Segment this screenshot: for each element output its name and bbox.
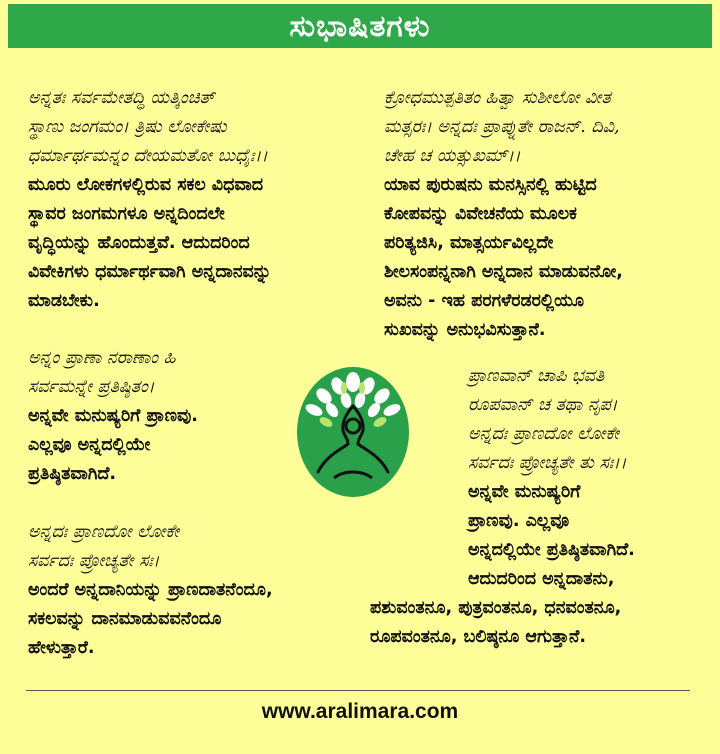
kannada-meaning	[28, 171, 271, 316]
kannada-meaning	[28, 576, 273, 663]
meaning-line: ಪ್ರಾಣವು. ಎಲ್ಲವೂ	[468, 511, 570, 531]
verse-line: ಸ್ಥಾಣು ಜಂಗಮಂ। ತ್ರಿಷು ಲೋಕೇಷು	[28, 117, 227, 137]
verse-line: ಅನ್ನದಃ ಪ್ರಾಣದೋ ಲೋಕೇ	[468, 424, 620, 444]
title-banner	[8, 4, 712, 48]
verse-line: ಮತ್ಸರಃ। ಅನ್ನದಃ ಪ್ರಾಪ್ನುತೇ ರಾಜನ್. ದಿವಿ,	[384, 117, 620, 137]
subhashita-block-1	[28, 84, 271, 316]
verse-line: ಸರ್ವದಃ ಪ್ರೋಚ್ಯತೇ ತು ಸಃ।।	[468, 453, 627, 473]
meaning-line: ಮೂರು ಲೋಕಗಳಲ್ಲಿರುವ ಸಕಲ ವಿಧವಾದ	[28, 175, 264, 195]
verse-line: ಚೇಹ ಚ ಯತ್ಸುಖಮ್।।	[384, 146, 521, 166]
meaning-line: ಸಕಲವನ್ನು ದಾನಮಾಡುವವನೆಂದೂ	[28, 609, 222, 629]
verse-line: ರೂಪವಾನ್ ಚ ತಥಾ ನೃಪ।	[468, 395, 618, 415]
meaning-line: ಶೀಲಸಂಪನ್ನನಾಗಿ ಅನ್ನದಾನ ಮಾಡುವನೋ,	[384, 262, 623, 282]
tree-logo-icon	[296, 366, 410, 498]
kannada-meaning	[468, 478, 635, 594]
meaning-line: ಆದುದರಿಂದ ಅನ್ನದಾತನು,	[468, 569, 615, 589]
meaning-line: ಸುಖವನ್ನು ಅನುಭವಿಸುತ್ತಾನೆ.	[384, 320, 546, 340]
meaning-line: ರೂಪವಂತನೂ, ಬಲಿಷ್ಠನೂ ಆಗುತ್ತಾನೆ.	[370, 627, 587, 647]
verse-line: ಪ್ರಾಣವಾನ್ ಚಾಪಿ ಭವತಿ	[468, 366, 605, 386]
subhashita-block-4	[384, 84, 623, 345]
sanskrit-verse	[28, 518, 273, 576]
page-title: ಸುಭಾಷಿತಗಳು	[289, 8, 431, 44]
meaning-line: ಪರಿತ್ಯಜಿಸಿ, ಮಾತ್ಸರ್ಯವಿಲ್ಲದೇ	[384, 233, 554, 253]
meaning-line: ಸ್ಥಾವರ ಜಂಗಮಗಳೂ ಅನ್ನದಿಂದಲೇ	[28, 204, 225, 224]
meaning-line: ಅನ್ನದಲ್ಲಿಯೇ ಪ್ರತಿಷ್ಠಿತವಾಗಿದೆ.	[468, 540, 635, 560]
kannada-meaning	[384, 171, 623, 345]
meaning-line: ಯಾವ ಪುರುಷನು ಮನಸ್ಸಿನಲ್ಲಿ ಹುಟ್ಟಿದ	[384, 175, 597, 195]
sanskrit-verse	[384, 84, 623, 171]
sanskrit-verse	[468, 362, 635, 478]
meaning-line: ವಿವೇಕಿಗಳು ಧರ್ಮಾರ್ಥವಾಗಿ ಅನ್ನದಾನವನ್ನು	[28, 262, 272, 282]
subhashita-block-2	[28, 344, 198, 489]
verse-line: ಅನ್ನಂ ಪ್ರಾಣಾ ನರಾಣಾಂ ಹಿ	[28, 348, 176, 368]
verse-line: ಅನ್ನತಃ ಸರ್ವಮೇತದ್ಧಿ ಯತ್ಕಿಂಚಿತ್	[28, 88, 215, 108]
verse-line: ಸರ್ವಮನ್ನೇ ಪ್ರತಿಷ್ಠಿತಂ।	[28, 377, 155, 397]
verse-line: ಸರ್ವದಃ ಪ್ರೋಚ್ಯತೇ ಸಃ।	[28, 551, 160, 571]
subhashita-block-5	[468, 362, 635, 594]
meaning-line: ಕೋಪವನ್ನು ವಿವೇಚನೆಯ ಮೂಲಕ	[384, 204, 577, 224]
meaning-line: ಎಲ್ಲವೂ ಅನ್ನದಲ್ಲಿಯೇ	[28, 435, 151, 455]
verse-line: ಕ್ರೋಧಮುತ್ಪತಿತಂ ಹಿತ್ವಾ ಸುಶೀಲೋ ವೀತ	[384, 88, 611, 108]
meaning-line: ಮಾಡಬೇಕು.	[28, 291, 100, 311]
sanskrit-verse	[28, 344, 198, 402]
footer-divider	[26, 690, 690, 691]
meaning-line: ವೃದ್ಧಿಯನ್ನು ಹೊಂದುತ್ತವೆ. ಆದುದರಿಂದ	[28, 233, 250, 253]
sanskrit-verse	[28, 84, 271, 171]
meaning-line: ಅವನು - ಇಹ ಪರಗಳೆರಡರಲ್ಲಿಯೂ	[384, 291, 585, 311]
kannada-meaning	[28, 402, 198, 489]
website-link[interactable]: www.aralimara.com	[261, 700, 459, 723]
subhashita-block-3	[28, 518, 273, 663]
meaning-line: ಪಶುವಂತನೂ, ಪುತ್ರವಂತನೂ, ಧನವಂತನೂ,	[370, 598, 622, 618]
verse-line: ಧರ್ಮಾರ್ಥಮನ್ನಂ ದೇಯಮತೋ ಬುಧೈಃ।।	[28, 146, 268, 166]
subhashita-block-5-continued	[370, 594, 621, 652]
meaning-line: ಅನ್ನವೇ ಮನುಷ್ಯರಿಗೆ	[468, 482, 581, 502]
verse-line: ಅನ್ನದಃ ಪ್ರಾಣದೋ ಲೋಕೇ	[28, 522, 180, 542]
meaning-line: ಅಂದರೆ ಅನ್ನದಾನಿಯನ್ನು ಪ್ರಾಣದಾತನೆಂದೂ,	[28, 580, 273, 600]
meaning-line: ಪ್ರತಿಷ್ಠಿತವಾಗಿದೆ.	[28, 464, 117, 484]
meaning-line: ಅನ್ನವೇ ಮನುಷ್ಯರಿಗೆ ಪ್ರಾಣವು.	[28, 406, 198, 426]
meaning-line: ಹೇಳುತ್ತಾರೆ.	[28, 638, 95, 658]
